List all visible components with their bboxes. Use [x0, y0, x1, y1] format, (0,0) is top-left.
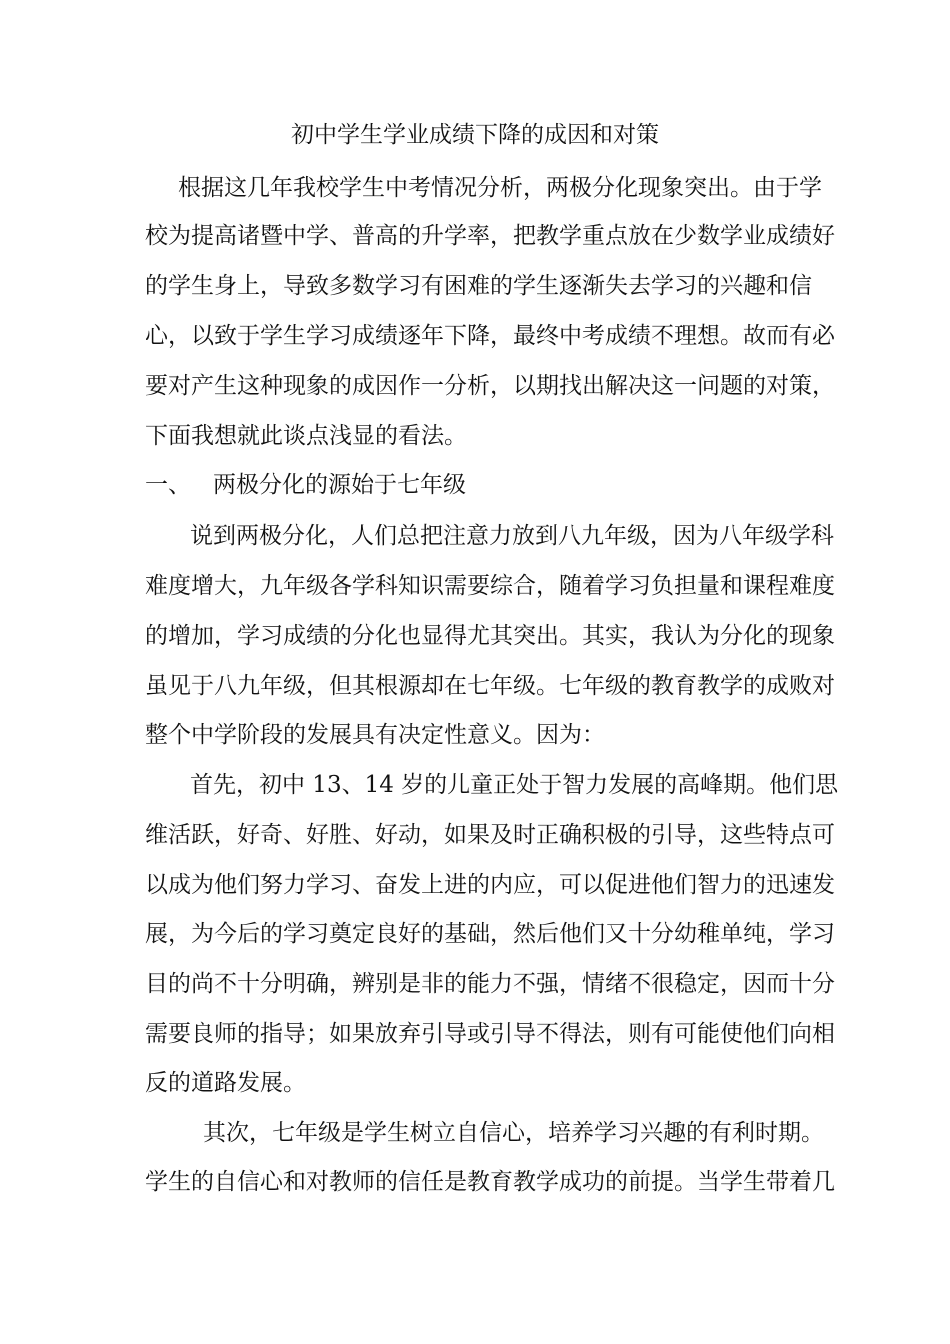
paragraph-1-line-6: 下面我想就此谈点浅显的看法。 [145, 423, 467, 449]
paragraph-3-line-1: 首先，初中 13、14 岁的儿童正处于智力发展的高峰期。他们思 [190, 772, 839, 798]
paragraph-3-line-2: 维活跃，好奇、好胜、好动，如果及时正确积极的引导，这些特点可 [145, 822, 835, 848]
paragraph-3-line-4: 展，为今后的学习奠定良好的基础，然后他们又十分幼稚单纯，学习 [145, 921, 835, 947]
section-1-title: 两极分化的源始于七年级 [213, 472, 466, 498]
document-title: 初中学生学业成绩下降的成因和对策 [291, 122, 659, 148]
paragraph-3-line-6: 需要良师的指导；如果放弃引导或引导不得法，则有可能使他们向相 [145, 1021, 835, 1047]
paragraph-2-line-5: 整个中学阶段的发展具有决定性意义。因为： [145, 722, 605, 748]
paragraph-1-line-1: 根据这几年我校学生中考情况分析，两极分化现象突出。由于学 [178, 175, 822, 201]
paragraph-2-line-1: 说到两极分化，人们总把注意力放到八九年级，因为八年级学科 [190, 523, 834, 549]
paragraph-3-line-7: 反的道路发展。 [145, 1070, 306, 1096]
paragraph-1-line-5: 要对产生这种现象的成因作一分析，以期找出解决这一问题的对策， [145, 373, 835, 399]
section-1-heading [145, 469, 466, 501]
paragraph-1-line-4: 心，以致于学生学习成绩逐年下降，最终中考成绩不理想。故而有必 [145, 323, 835, 349]
section-1-number: 一、 [145, 472, 191, 498]
paragraph-4-line-2: 学生的自信心和对教师的信任是教育教学成功的前提。当学生带着几 [145, 1169, 835, 1195]
paragraph-2-line-2: 难度增大，九年级各学科知识需要综合，随着学习负担量和课程难度 [145, 573, 835, 599]
paragraph-4-line-1: 其次，七年级是学生树立自信心，培养学习兴趣的有利时期。 [203, 1120, 824, 1146]
paragraph-3-line-3: 以成为他们努力学习、奋发上进的内应，可以促进他们智力的迅速发 [145, 872, 835, 898]
paragraph-1-line-2: 校为提高诸暨中学、普高的升学率，把教学重点放在少数学业成绩好 [145, 223, 835, 249]
paragraph-3-line-5: 目的尚不十分明确，辨别是非的能力不强，情绪不很稳定，因而十分 [145, 971, 835, 997]
paragraph-2-line-3: 的增加，学习成绩的分化也显得尤其突出。其实，我认为分化的现象 [145, 623, 835, 649]
paragraph-2-line-4: 虽见于八九年级，但其根源却在七年级。七年级的教育教学的成败对 [145, 673, 835, 699]
paragraph-1-line-3: 的学生身上，导致多数学习有困难的学生逐渐失去学习的兴趣和信 [145, 273, 812, 299]
